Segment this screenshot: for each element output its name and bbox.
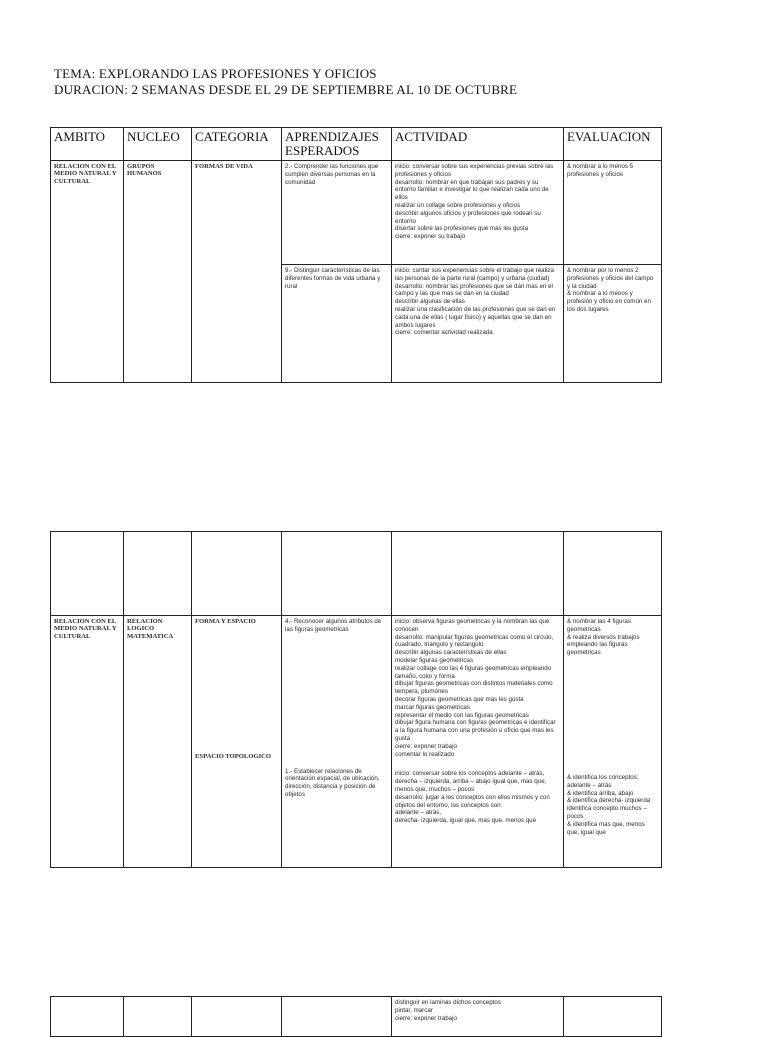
aprendizaje-cell: 9.- Distinguir características de las diferentes formas de vida urbana y rural — [282, 265, 392, 383]
actividad-cell — [392, 616, 564, 868]
header-aprendizajes: APRENDIZAJES ESPERADOS — [282, 128, 392, 161]
categoria-cell: FORMAS DE VIDA — [192, 161, 282, 383]
categoria-cell — [192, 616, 282, 868]
header-ambito: AMBITO — [51, 128, 124, 161]
document-duration: DURACION: 2 SEMANAS DESDE EL 29 DE SEPTIEMBRE AL 10 DE OCTUBRE — [54, 82, 518, 97]
evaluacion-cell — [564, 616, 662, 868]
evaluacion-cell: & nombrar por lo menos 2 profesiones y oficios del campo y la ciudad & nombrar a lo menos y profesión y oficio en común en los dos lugares — [564, 265, 662, 383]
header-categoria: CATEGORIA — [192, 128, 282, 161]
nucleo-cell: GRUPOS HUMANOS — [124, 161, 192, 383]
table-row — [51, 997, 662, 1037]
document-theme: TEMA: EXPLORANDO LAS PROFESIONES Y OFICIOS — [54, 66, 377, 81]
evaluacion-orientacion: & identifica los conceptos: adelante – atrás & identifica arriba, abajo & identifica derecha- izquierda identifica concepto muchos – pocos & identifica mas que, menos que, igual que — [567, 773, 651, 836]
categoria-forma-espacio: FORMA Y ESPACIO — [195, 618, 256, 625]
actividad-cell: distinguir en laminas dichos conceptos pintar, marcar cierre: exponer trabajo — [392, 997, 564, 1037]
aprendizaje-orientacion: 1.- Establecer relaciones de orientación espacial, de ubicación, dirección, distancia y posición de objetos — [285, 767, 380, 798]
categoria-espacio-topologico: ESPACIO TOPOLOGICO — [195, 753, 272, 761]
empty-header-row — [51, 532, 662, 616]
header-evaluacion: EVALUACION — [564, 128, 662, 161]
aprendizaje-cell: 2.- Comprender las funciones que cumplen diversas personas en la comunidad — [282, 161, 392, 265]
actividad-orientacion: inicio: conversar sobre los conceptos adelante – atrás, derecha – izquierda, arriba – abajo igual que, mas que, menos que, muchos – pocos desarrollo: jugar a los conceptos con ellos mismos y con objetos del entorno, los conceptos son: adelante – atrás, derecha- izquierda, igual que, mas que, menos que — [395, 770, 550, 825]
actividad-figuras: inicio: observa figuras geometricas y la nombran las que conocen desarrollo: manipular figuras geometricas como el circulo, cuadrado, triangulo y rectangulo describir algunas características de ellas modelar figuras geometricas realizar collage con las 4 figuras geometricas empleando tamaño, color y forma dibujar figuras geometricas con distintos materiales como tempera, plumones decorar figuras geometricas que mas les gusta marcar figuras geometricas representar el medio con las figuras geometricas dibujar figura humana con figuras geometricas e identificar a la figura humana con una profesión u oficio que mas les gusta cierre: exponer trabajo comentar lo realizado — [395, 618, 556, 758]
evaluacion-cell: & nombrar a lo menos 5 profesiones y oficios — [564, 161, 662, 265]
aprendizaje-figuras: 4.- Reconocer algunos atributos de las figuras geometricas — [285, 618, 382, 633]
table-row — [51, 616, 662, 868]
planning-table-3 — [50, 996, 662, 1037]
ambito-cell: RELACION CON EL MEDIO NATURAL Y CULTURAL — [51, 616, 124, 868]
header-nucleo: NUCLEO — [124, 128, 192, 161]
table-row — [51, 161, 662, 265]
ambito-cell: RELACION CON EL MEDIO NATURAL Y CULTURAL — [51, 161, 124, 383]
planning-table-1 — [50, 127, 662, 383]
planning-table-2 — [50, 531, 662, 868]
actividad-cell: inicio: contar sus experiencias sobre el trabajo que realiza las personas de la parte rural (campo) y urbana (ciudad) desarrollo: nombrar las profesiones que se dan mas en el campo y las que mas se dan en la ciudad describir algunas de ellas realizar una clasificación de las profesiones que se dan en cada una de ellas ( lugar físico) y aquellas que se dan en ambos lugares cierre: comentar actividad realizada — [392, 265, 564, 383]
nucleo-cell: RELACION LOGICO MATEMATICA — [124, 616, 192, 868]
header-actividad: ACTIVIDAD — [392, 128, 564, 161]
evaluacion-figuras: & nombrar las 4 figuras geometricas & realiza diversos trabajos empleando las figuras geometricas — [567, 618, 640, 657]
aprendizaje-cell — [282, 616, 392, 868]
actividad-cell: inicio: conversar sobre sus experiencias previas sobre las profesiones y oficios desarrollo: nombrar en que trabajan sus padres y su entorno familiar e investigar lo que realizan cada uno de ellos realizar un collage sobre profesiones y oficios describir algunos oficios y profesiones que rodean su entorno disertar sobre las profesiones que mas les gusta cierre: exponer su trabajo — [392, 161, 564, 265]
